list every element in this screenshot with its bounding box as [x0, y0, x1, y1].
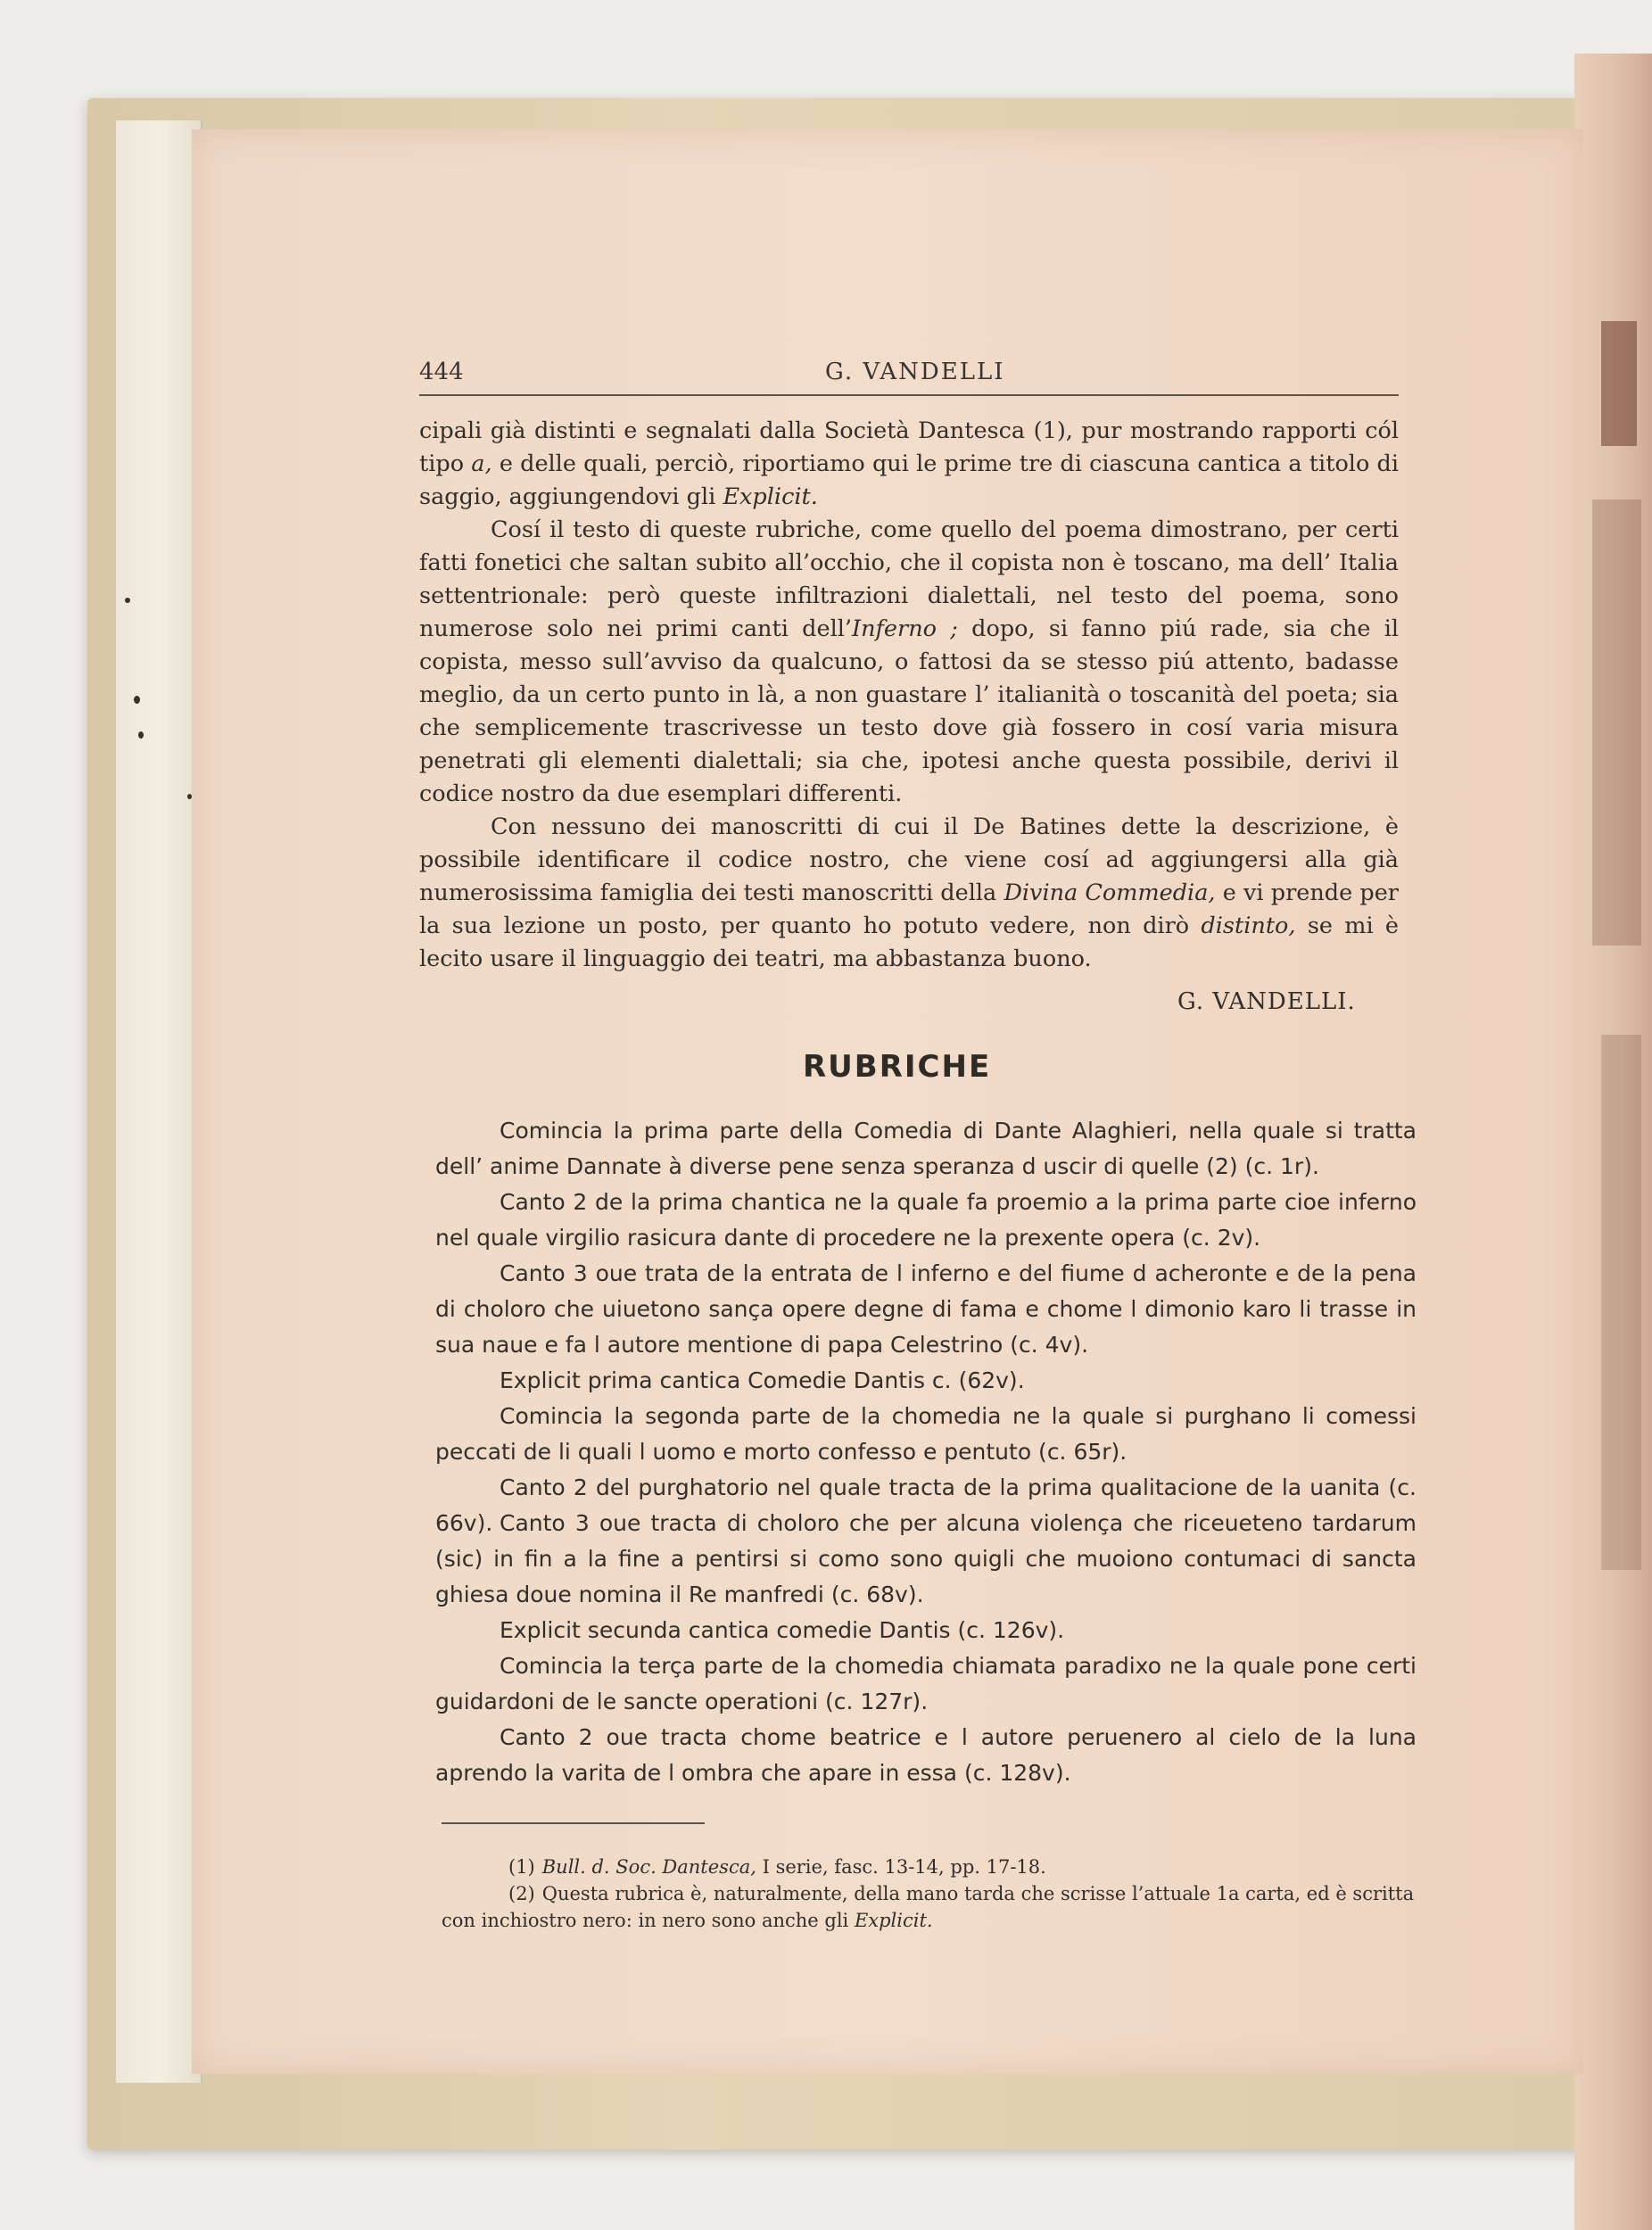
rubric-item: Canto 3 oue trata de la entrata de l inferno e del fiume d acheronte e de la pena di choloro che uiuetono sança opere degne di fama e chome l dimonio karo li trasse in sua naue e fa l autore mentione di papa Celestrino (c. 4v).: [435, 1260, 1417, 1358]
essay-paragraph-2: Cosí il testo di queste rubriche, come quello del poema dimostrano, per certi fatti fonetici che saltan subito all’occhio, che il copista non è toscano, ma dell’ Italia settentrionale: però queste infiltrazioni dialettali, nel testo del poema, sono numerose solo nei primi canti dell’Inferno ; dopo, si fanno piú rade, sia che il copista, messo sull’avviso da qualcuno, o fattosi da se stesso piú attento, badasse meglio, da un certo punto in là, a non guastare l’ italianità o toscanità del poeta; sia che semplicemente trascrivesse un testo dove già fossero in cosí varia misura penetrati gli elementi dialettali; sia che, ipotesi anche questa possibile, derivi il codice nostro da due esemplari differenti.: [419, 516, 1400, 807]
footnote-2: (2) Questa rubrica è, naturalmente, della mano tarda che scrisse l’attuale 1a carta, ed è scritta con inchiostro nero: in nero sono anche gli Explicit.: [442, 1883, 1415, 1931]
footnote-1: (1) Bull. d. Soc. Dantesca, I serie, fasc. 13-14, pp. 17-18.: [508, 1856, 1046, 1878]
page-number: 444: [419, 359, 464, 385]
rubric-item: Comincia la segonda parte de la chomedia ne la quale si purghano li comessi peccati de li quali l uomo e morto confesso e pentuto (c. 65r).: [435, 1403, 1417, 1465]
running-header: [419, 359, 1399, 396]
rubric-item: Canto 2 de la prima chantica ne la quale fa proemio a la prima parte cioe inferno nel quale virgilio rasicura dante di procedere ne la prexente opera (c. 2v).: [435, 1189, 1417, 1251]
rubric-item: Canto 3 oue tracta di choloro che per alcuna violença che riceueteno tardarum (sic) in fin a la fine a pentirsi si como sono quigli che muoiono contumaci di sancta ghiesa doue nomina il Re manfredi (c. 68v).: [435, 1510, 1417, 1607]
footnote-rule: [442, 1822, 705, 1824]
running-head-author: G. VANDELLI: [825, 359, 1005, 385]
paper-speck: [134, 696, 140, 704]
adjacent-page-edge: [1574, 54, 1652, 2230]
essay-paragraph-3: Con nessuno dei manoscritti di cui il De Batines dette la descrizione, è possibile identificare il codice nostro, che viene cosí ad aggiungersi alla già numerosissima famiglia dei testi manoscritti della Divina Commedia, e vi prende per la sua lezione un posto, per quanto ho potuto vedere, non dirò distinto, se mi è lecito usare il linguaggio dei teatri, ma abbastanza buono.: [419, 814, 1400, 972]
binding-strip: [116, 120, 202, 2083]
paper-speck: [125, 598, 130, 603]
rubric-item: Canto 2 del purghatorio nel quale tracta de la prima qualitacione de la uanita (c. 66v).: [435, 1474, 1417, 1536]
rubric-item: Explicit secunda cantica comedie Dantis (c. 126v).: [500, 1617, 1065, 1643]
essay-paragraph-1: cipali già distinti e segnalati dalla Società Dantesca (1), pur mostrando rapporti cól tipo a, e delle quali, perciò, riportiamo qui le prime tre di ciascuna cantica a titolo di saggio, aggiungendovi gli Explicit.: [419, 417, 1399, 510]
rubric-item: Canto 2 oue tracta chome beatrice e l autore peruenero al cielo de la luna aprendo la varita de l ombra che apare in essa (c. 128v).: [435, 1724, 1417, 1786]
rubric-item: Comincia la terça parte de la chomedia chiamata paradixo ne la quale pone certi guidardoni de le sancte operationi (c. 127r).: [435, 1653, 1417, 1714]
rubric-item: Explicit prima cantica Comedie Dantis c. (62v).: [500, 1367, 1025, 1393]
paper-speck: [138, 731, 144, 739]
paper-speck: [187, 794, 192, 799]
author-signature: G. VANDELLI.: [1177, 988, 1356, 1015]
section-title: RUBRICHE: [803, 1049, 992, 1085]
rubric-item: Comincia la prima parte della Comedia di Dante Alaghieri, nella quale si tratta dell’ anime Dannate à diverse pene senza speranza d uscir di quelle (2) (c. 1r).: [435, 1118, 1417, 1179]
